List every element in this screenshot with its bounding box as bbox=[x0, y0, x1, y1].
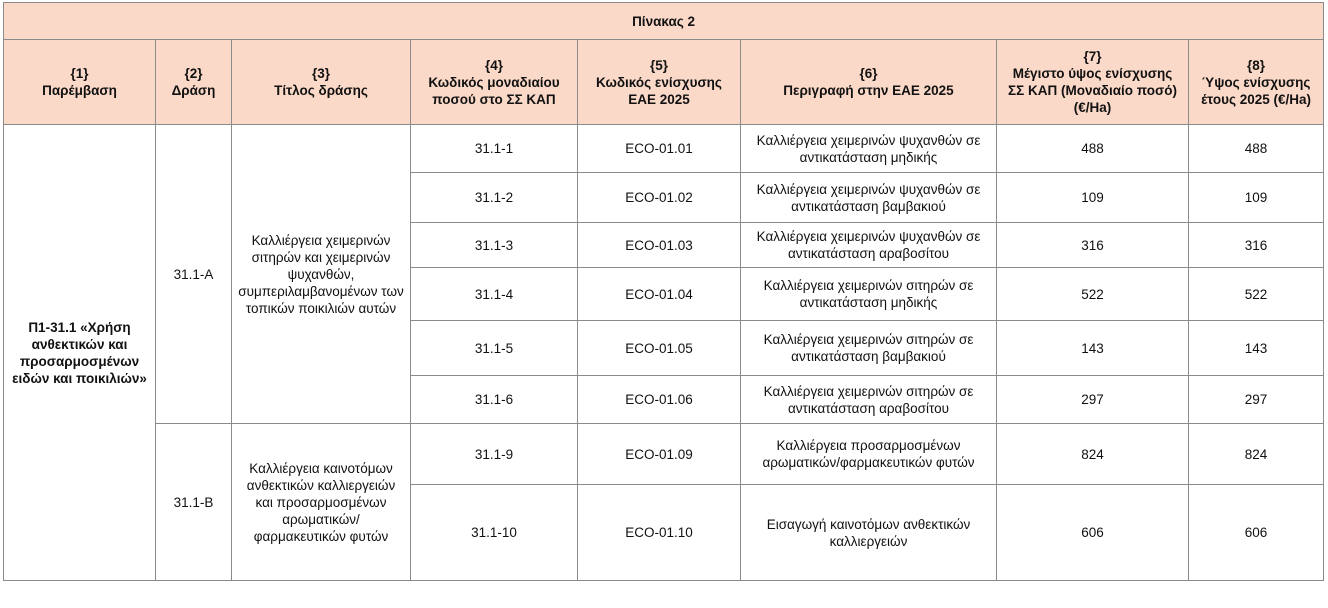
eco-code-cell: ECO-01.03 bbox=[578, 223, 741, 268]
unit-code-cell: 31.1-10 bbox=[411, 485, 578, 581]
eco-code-cell: ECO-01.02 bbox=[578, 173, 741, 223]
action-code-cell: 31.1-Β bbox=[156, 424, 232, 581]
eco-code-cell: ECO-01.05 bbox=[578, 321, 741, 376]
unit-code-cell: 31.1-6 bbox=[411, 376, 578, 424]
unit-code-cell: 31.1-2 bbox=[411, 173, 578, 223]
amount-cell: 824 bbox=[1189, 424, 1324, 485]
eco-code-cell: ECO-01.04 bbox=[578, 268, 741, 321]
eco-code-cell: ECO-01.01 bbox=[578, 125, 741, 173]
max-amount-cell: 824 bbox=[997, 424, 1189, 485]
col-header-unit-code: {4} Κωδικός μοναδιαίου ποσού στο ΣΣ ΚΑΠ bbox=[411, 40, 578, 125]
max-amount-cell: 606 bbox=[997, 485, 1189, 581]
max-amount-cell: 316 bbox=[997, 223, 1189, 268]
description-cell: Καλλιέργεια χειμερινών σιτηρών σε αντικατάσταση βαμβακιού bbox=[741, 321, 997, 376]
intervention-cell: Π1-31.1 «Χρήση ανθεκτικών και προσαρμοσμένων ειδών και ποικιλιών» bbox=[4, 125, 156, 581]
max-amount-cell: 109 bbox=[997, 173, 1189, 223]
amount-cell: 522 bbox=[1189, 268, 1324, 321]
col-header-action: {2} Δράση bbox=[156, 40, 232, 125]
amount-cell: 606 bbox=[1189, 485, 1324, 581]
unit-code-cell: 31.1-5 bbox=[411, 321, 578, 376]
unit-code-cell: 31.1-4 bbox=[411, 268, 578, 321]
description-cell: Καλλιέργεια χειμερινών ψυχανθών σε αντικατάσταση μηδικής bbox=[741, 125, 997, 173]
max-amount-cell: 488 bbox=[997, 125, 1189, 173]
description-cell: Καλλιέργεια προσαρμοσμένων αρωματικών/φαρμακευτικών φυτών bbox=[741, 424, 997, 485]
col-header-description: {6} Περιγραφή στην ΕΑΕ 2025 bbox=[741, 40, 997, 125]
description-cell: Καλλιέργεια χειμερινών ψυχανθών σε αντικατάσταση αραβοσίτου bbox=[741, 223, 997, 268]
description-cell: Καλλιέργεια χειμερινών ψυχανθών σε αντικατάσταση βαμβακιού bbox=[741, 173, 997, 223]
amount-cell: 109 bbox=[1189, 173, 1324, 223]
description-cell: Εισαγωγή καινοτόμων ανθεκτικών καλλιεργειών bbox=[741, 485, 997, 581]
unit-code-cell: 31.1-3 bbox=[411, 223, 578, 268]
col-header-amount-2025: {8} Ύψος ενίσχυσης έτους 2025 (€/Ha) bbox=[1189, 40, 1324, 125]
max-amount-cell: 522 bbox=[997, 268, 1189, 321]
description-cell: Καλλιέργεια χειμερινών σιτηρών σε αντικατάσταση αραβοσίτου bbox=[741, 376, 997, 424]
table-title: Πίνακας 2 bbox=[4, 3, 1324, 40]
table-row bbox=[4, 424, 1324, 485]
amount-cell: 316 bbox=[1189, 223, 1324, 268]
col-header-max-amount: {7} Μέγιστο ύψος ενίσχυσης ΣΣ ΚΑΠ (Μοναδιαίο ποσό) (€/Ha) bbox=[997, 40, 1189, 125]
amount-cell: 297 bbox=[1189, 376, 1324, 424]
eco-code-cell: ECO-01.10 bbox=[578, 485, 741, 581]
amount-cell: 488 bbox=[1189, 125, 1324, 173]
action-code-cell: 31.1-Α bbox=[156, 125, 232, 424]
col-header-action-title: {3} Τίτλος δράσης bbox=[232, 40, 411, 125]
action-title-cell: Καλλιέργεια χειμερινών σιτηρών και χειμερινών ψυχανθών, συμπεριλαμβανομένων των τοπικών ποικιλιών αυτών bbox=[232, 125, 411, 424]
amount-cell: 143 bbox=[1189, 321, 1324, 376]
aid-table bbox=[3, 2, 1324, 581]
unit-code-cell: 31.1-9 bbox=[411, 424, 578, 485]
eco-code-cell: ECO-01.06 bbox=[578, 376, 741, 424]
max-amount-cell: 143 bbox=[997, 321, 1189, 376]
eco-code-cell: ECO-01.09 bbox=[578, 424, 741, 485]
table-row bbox=[4, 125, 1324, 173]
unit-code-cell: 31.1-1 bbox=[411, 125, 578, 173]
col-header-eco-code: {5} Κωδικός ενίσχυσης ΕΑΕ 2025 bbox=[578, 40, 741, 125]
action-title-cell: Καλλιέργεια καινοτόμων ανθεκτικών καλλιεργειών και προσαρμοσμένων αρωματικών/ φαρμακευτικών φυτών bbox=[232, 424, 411, 581]
col-header-intervention: {1} Παρέμβαση bbox=[4, 40, 156, 125]
max-amount-cell: 297 bbox=[997, 376, 1189, 424]
description-cell: Καλλιέργεια χειμερινών σιτηρών σε αντικατάσταση μηδικής bbox=[741, 268, 997, 321]
